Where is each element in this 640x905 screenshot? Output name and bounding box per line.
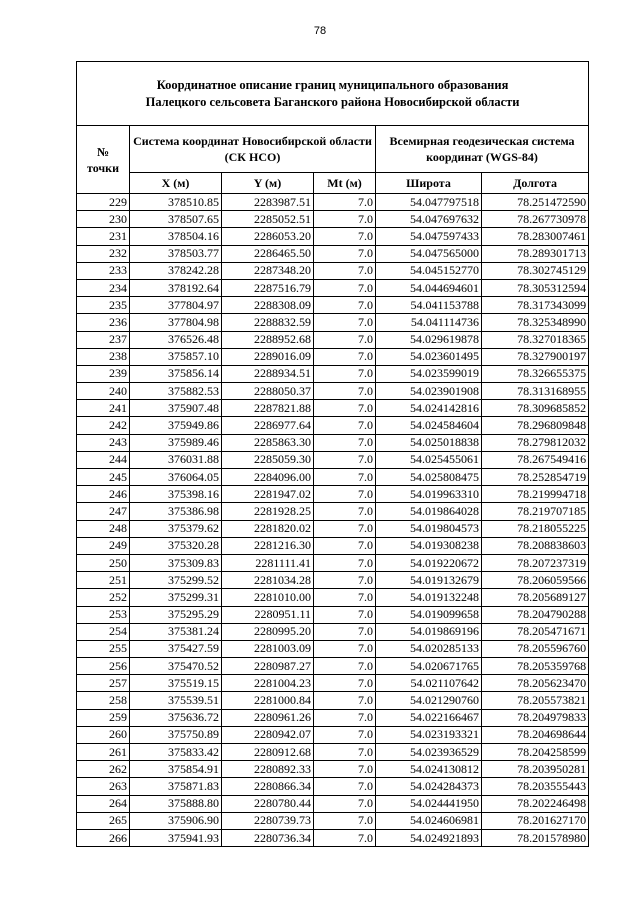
table-row	[77, 761, 589, 778]
y-value: 2288952.68	[222, 331, 314, 348]
mt-value: 7.0	[314, 279, 376, 296]
x-value: 378504.16	[130, 228, 222, 245]
x-value: 375470.52	[130, 658, 222, 675]
point-number: 260	[77, 726, 130, 743]
y-value: 2284096.00	[222, 469, 314, 486]
point-number: 241	[77, 400, 130, 417]
mt-value: 7.0	[314, 675, 376, 692]
x-value: 375320.28	[130, 537, 222, 554]
mt-value: 7.0	[314, 812, 376, 829]
mt-value: 7.0	[314, 434, 376, 451]
longitude-value: 78.202246498	[482, 795, 589, 812]
table-row	[77, 709, 589, 726]
table-title	[77, 62, 589, 126]
table-row	[77, 778, 589, 795]
mt-value: 7.0	[314, 761, 376, 778]
longitude-value: 78.289301713	[482, 245, 589, 262]
table-body	[77, 194, 589, 847]
longitude-value: 78.207237319	[482, 554, 589, 571]
y-value: 2280995.20	[222, 623, 314, 640]
y-value: 2280892.33	[222, 761, 314, 778]
table-row	[77, 383, 589, 400]
latitude-value: 54.023599019	[376, 365, 482, 382]
mt-value: 7.0	[314, 537, 376, 554]
mt-value: 7.0	[314, 778, 376, 795]
point-number: 231	[77, 228, 130, 245]
point-number: 253	[77, 606, 130, 623]
mt-value: 7.0	[314, 314, 376, 331]
longitude-value: 78.327900197	[482, 348, 589, 365]
x-value: 375854.91	[130, 761, 222, 778]
longitude-value: 78.218055225	[482, 520, 589, 537]
table-row	[77, 744, 589, 761]
x-value: 375941.93	[130, 829, 222, 846]
point-number: 256	[77, 658, 130, 675]
point-number: 235	[77, 297, 130, 314]
y-value: 2288050.37	[222, 383, 314, 400]
mt-value: 7.0	[314, 520, 376, 537]
point-number: 264	[77, 795, 130, 812]
latitude-value: 54.019132679	[376, 572, 482, 589]
mt-value: 7.0	[314, 589, 376, 606]
y-value: 2280987.27	[222, 658, 314, 675]
table-row	[77, 469, 589, 486]
latitude-value: 54.025455061	[376, 451, 482, 468]
y-value: 2280942.07	[222, 726, 314, 743]
longitude-value: 78.203555443	[482, 778, 589, 795]
longitude-value: 78.219994718	[482, 486, 589, 503]
latitude-value: 54.019864028	[376, 503, 482, 520]
table-row	[77, 692, 589, 709]
y-value: 2280739.73	[222, 812, 314, 829]
y-value: 2281820.02	[222, 520, 314, 537]
x-value: 375888.80	[130, 795, 222, 812]
longitude-value: 78.252854719	[482, 469, 589, 486]
table-row	[77, 658, 589, 675]
latitude-value: 54.022166467	[376, 709, 482, 726]
mt-value: 7.0	[314, 262, 376, 279]
table-row	[77, 520, 589, 537]
y-value: 2281003.09	[222, 640, 314, 657]
table-row	[77, 228, 589, 245]
longitude-value: 78.203950281	[482, 761, 589, 778]
latitude-value: 54.023193321	[376, 726, 482, 743]
point-number: 243	[77, 434, 130, 451]
x-value: 375882.53	[130, 383, 222, 400]
latitude-value: 54.025018838	[376, 434, 482, 451]
y-value: 2289016.09	[222, 348, 314, 365]
x-value: 375833.42	[130, 744, 222, 761]
y-value: 2287516.79	[222, 279, 314, 296]
y-value: 2286977.64	[222, 417, 314, 434]
mt-value: 7.0	[314, 709, 376, 726]
x-header: X (м)	[130, 173, 222, 194]
latitude-value: 54.023901908	[376, 383, 482, 400]
point-number-header	[77, 126, 130, 194]
point-number: 258	[77, 692, 130, 709]
table-row	[77, 726, 589, 743]
longitude-value: 78.327018365	[482, 331, 589, 348]
longitude-value: 78.205573821	[482, 692, 589, 709]
point-number: 262	[77, 761, 130, 778]
latitude-value: 54.024584604	[376, 417, 482, 434]
mt-value: 7.0	[314, 744, 376, 761]
table-row	[77, 245, 589, 262]
table-row	[77, 640, 589, 657]
x-value: 375539.51	[130, 692, 222, 709]
latitude-value: 54.024441950	[376, 795, 482, 812]
y-value: 2281928.25	[222, 503, 314, 520]
y-value: 2285059.30	[222, 451, 314, 468]
latitude-value: 54.024606981	[376, 812, 482, 829]
longitude-value: 78.283007461	[482, 228, 589, 245]
latitude-value: 54.019869196	[376, 623, 482, 640]
table-row	[77, 279, 589, 296]
table-row	[77, 400, 589, 417]
mt-value: 7.0	[314, 692, 376, 709]
point-number: 251	[77, 572, 130, 589]
point-number: 240	[77, 383, 130, 400]
table-title-line-1: Координатное описание границ муниципального образования	[156, 77, 509, 92]
x-value: 378242.28	[130, 262, 222, 279]
y-value: 2285863.30	[222, 434, 314, 451]
y-value: 2280780.44	[222, 795, 314, 812]
mt-value: 7.0	[314, 726, 376, 743]
mt-value: 7.0	[314, 554, 376, 571]
column-headers-row	[77, 173, 589, 194]
latitude-value: 54.029619878	[376, 331, 482, 348]
table-row	[77, 623, 589, 640]
x-value: 375386.98	[130, 503, 222, 520]
mt-value: 7.0	[314, 228, 376, 245]
table-row	[77, 314, 589, 331]
table-row	[77, 606, 589, 623]
point-number: 230	[77, 211, 130, 228]
longitude-value: 78.201578980	[482, 829, 589, 846]
mt-value: 7.0	[314, 606, 376, 623]
latitude-value: 54.041114736	[376, 314, 482, 331]
latitude-value: 54.045152770	[376, 262, 482, 279]
longitude-value: 78.205359768	[482, 658, 589, 675]
point-number-sign: №	[96, 144, 110, 159]
longitude-value: 78.267549416	[482, 451, 589, 468]
table-row	[77, 297, 589, 314]
latitude-value: 54.023601495	[376, 348, 482, 365]
longitude-value: 78.205689127	[482, 589, 589, 606]
longitude-value: 78.325348990	[482, 314, 589, 331]
latitude-value: 54.025808475	[376, 469, 482, 486]
longitude-value: 78.208838603	[482, 537, 589, 554]
point-number: 257	[77, 675, 130, 692]
y-value: 2288934.51	[222, 365, 314, 382]
table-row	[77, 262, 589, 279]
x-value: 376031.88	[130, 451, 222, 468]
longitude-value: 78.204790288	[482, 606, 589, 623]
table-row	[77, 537, 589, 554]
x-value: 375871.83	[130, 778, 222, 795]
point-number: 236	[77, 314, 130, 331]
mt-value: 7.0	[314, 829, 376, 846]
x-value: 375907.48	[130, 400, 222, 417]
longitude-value: 78.326655375	[482, 365, 589, 382]
table-row	[77, 434, 589, 451]
mt-value: 7.0	[314, 348, 376, 365]
mt-value: 7.0	[314, 572, 376, 589]
latitude-value: 54.047697632	[376, 211, 482, 228]
latitude-value: 54.041153788	[376, 297, 482, 314]
x-value: 375398.16	[130, 486, 222, 503]
y-value: 2283987.51	[222, 194, 314, 211]
x-value: 376526.48	[130, 331, 222, 348]
longitude-value: 78.309685852	[482, 400, 589, 417]
mt-value: 7.0	[314, 417, 376, 434]
table-row	[77, 572, 589, 589]
mt-value: 7.0	[314, 331, 376, 348]
y-value: 2286053.20	[222, 228, 314, 245]
x-value: 375856.14	[130, 365, 222, 382]
table-row	[77, 417, 589, 434]
x-value: 375949.86	[130, 417, 222, 434]
longitude-value: 78.305312594	[482, 279, 589, 296]
table-row	[77, 503, 589, 520]
y-value: 2280736.34	[222, 829, 314, 846]
y-value: 2280866.34	[222, 778, 314, 795]
y-value: 2280951.11	[222, 606, 314, 623]
x-value: 375299.31	[130, 589, 222, 606]
mt-value: 7.0	[314, 365, 376, 382]
longitude-value: 78.313168955	[482, 383, 589, 400]
point-number: 232	[77, 245, 130, 262]
latitude-value: 54.020285133	[376, 640, 482, 657]
latitude-value: 54.020671765	[376, 658, 482, 675]
point-number: 250	[77, 554, 130, 571]
table-row	[77, 675, 589, 692]
table-row	[77, 348, 589, 365]
y-value: 2281947.02	[222, 486, 314, 503]
mt-value: 7.0	[314, 194, 376, 211]
longitude-value: 78.205471671	[482, 623, 589, 640]
y-value: 2281004.23	[222, 675, 314, 692]
longitude-value: 78.206059566	[482, 572, 589, 589]
longitude-value: 78.205596760	[482, 640, 589, 657]
longitude-value: 78.267730978	[482, 211, 589, 228]
latitude-value: 54.019963310	[376, 486, 482, 503]
longitude-value: 78.219707185	[482, 503, 589, 520]
y-header: Y (м)	[222, 173, 314, 194]
y-value: 2281111.41	[222, 554, 314, 571]
y-value: 2280912.68	[222, 744, 314, 761]
point-number: 254	[77, 623, 130, 640]
y-value: 2288308.09	[222, 297, 314, 314]
x-value: 375379.62	[130, 520, 222, 537]
y-value: 2285052.51	[222, 211, 314, 228]
y-value: 2281000.84	[222, 692, 314, 709]
x-value: 375295.29	[130, 606, 222, 623]
table-row	[77, 365, 589, 382]
mt-value: 7.0	[314, 245, 376, 262]
mt-value: 7.0	[314, 658, 376, 675]
latitude-value: 54.024130812	[376, 761, 482, 778]
x-value: 378507.65	[130, 211, 222, 228]
point-number: 266	[77, 829, 130, 846]
latitude-value: 54.019099658	[376, 606, 482, 623]
page-number: 78	[313, 25, 327, 37]
y-value: 2287348.20	[222, 262, 314, 279]
longitude-value: 78.279812032	[482, 434, 589, 451]
point-number: 259	[77, 709, 130, 726]
latitude-value: 54.019308238	[376, 537, 482, 554]
point-number: 245	[77, 469, 130, 486]
longitude-value: 78.296809848	[482, 417, 589, 434]
mt-value: 7.0	[314, 503, 376, 520]
x-value: 375906.90	[130, 812, 222, 829]
point-number: 255	[77, 640, 130, 657]
x-value: 375750.89	[130, 726, 222, 743]
x-value: 378503.77	[130, 245, 222, 262]
coordinates-table	[76, 61, 589, 847]
point-number: 242	[77, 417, 130, 434]
mt-header: Mt (м)	[314, 173, 376, 194]
x-value: 375427.59	[130, 640, 222, 657]
latitude-header: Широта	[376, 173, 482, 194]
table-row	[77, 211, 589, 228]
x-value: 378192.64	[130, 279, 222, 296]
longitude-value: 78.204979833	[482, 709, 589, 726]
table-row	[77, 331, 589, 348]
point-number-label: точки	[86, 160, 120, 175]
y-value: 2281216.30	[222, 537, 314, 554]
latitude-value: 54.047797518	[376, 194, 482, 211]
mt-value: 7.0	[314, 469, 376, 486]
mt-value: 7.0	[314, 795, 376, 812]
point-number: 229	[77, 194, 130, 211]
latitude-value: 54.024142816	[376, 400, 482, 417]
point-number: 247	[77, 503, 130, 520]
longitude-value: 78.302745129	[482, 262, 589, 279]
latitude-value: 54.044694601	[376, 279, 482, 296]
latitude-value: 54.019220672	[376, 554, 482, 571]
latitude-value: 54.047565000	[376, 245, 482, 262]
point-number: 234	[77, 279, 130, 296]
latitude-value: 54.023936529	[376, 744, 482, 761]
longitude-value: 78.204258599	[482, 744, 589, 761]
longitude-value: 78.251472590	[482, 194, 589, 211]
latitude-value: 54.019804573	[376, 520, 482, 537]
point-number: 248	[77, 520, 130, 537]
y-value: 2288832.59	[222, 314, 314, 331]
latitude-value: 54.021107642	[376, 675, 482, 692]
mt-value: 7.0	[314, 640, 376, 657]
x-value: 378510.85	[130, 194, 222, 211]
mt-value: 7.0	[314, 623, 376, 640]
x-value: 375519.15	[130, 675, 222, 692]
x-value: 375309.83	[130, 554, 222, 571]
wgs84-system-header: Всемирная геодезическая система координат (WGS-84)	[376, 126, 589, 173]
table-row	[77, 554, 589, 571]
latitude-value: 54.024921893	[376, 829, 482, 846]
nso-system-header: Система координат Новосибирской области (СК НСО)	[130, 126, 376, 173]
x-value: 377804.98	[130, 314, 222, 331]
point-number: 237	[77, 331, 130, 348]
y-value: 2281034.28	[222, 572, 314, 589]
mt-value: 7.0	[314, 400, 376, 417]
table-row	[77, 589, 589, 606]
y-value: 2286465.50	[222, 245, 314, 262]
latitude-value: 54.024284373	[376, 778, 482, 795]
longitude-value: 78.317343099	[482, 297, 589, 314]
x-value: 377804.97	[130, 297, 222, 314]
longitude-value: 78.204698644	[482, 726, 589, 743]
y-value: 2287821.88	[222, 400, 314, 417]
point-number: 233	[77, 262, 130, 279]
x-value: 375636.72	[130, 709, 222, 726]
table-row	[77, 812, 589, 829]
mt-value: 7.0	[314, 211, 376, 228]
point-number: 252	[77, 589, 130, 606]
x-value: 375381.24	[130, 623, 222, 640]
x-value: 375299.52	[130, 572, 222, 589]
longitude-header: Долгота	[482, 173, 589, 194]
latitude-value: 54.021290760	[376, 692, 482, 709]
point-number: 265	[77, 812, 130, 829]
longitude-value: 78.205623470	[482, 675, 589, 692]
latitude-value: 54.019132248	[376, 589, 482, 606]
point-number: 249	[77, 537, 130, 554]
point-number: 246	[77, 486, 130, 503]
mt-value: 7.0	[314, 486, 376, 503]
point-number: 239	[77, 365, 130, 382]
table-row	[77, 194, 589, 211]
x-value: 375989.46	[130, 434, 222, 451]
table-row	[77, 829, 589, 846]
longitude-value: 78.201627170	[482, 812, 589, 829]
x-value: 376064.05	[130, 469, 222, 486]
point-number: 261	[77, 744, 130, 761]
y-value: 2280961.26	[222, 709, 314, 726]
y-value: 2281010.00	[222, 589, 314, 606]
mt-value: 7.0	[314, 383, 376, 400]
mt-value: 7.0	[314, 297, 376, 314]
table-row	[77, 451, 589, 468]
point-number: 238	[77, 348, 130, 365]
latitude-value: 54.047597433	[376, 228, 482, 245]
mt-value: 7.0	[314, 451, 376, 468]
point-number: 244	[77, 451, 130, 468]
point-number: 263	[77, 778, 130, 795]
table-row	[77, 486, 589, 503]
table-title-line-2: Палецкого сельсовета Баганского района Новосибирской области	[145, 94, 520, 109]
table-row	[77, 795, 589, 812]
x-value: 375857.10	[130, 348, 222, 365]
